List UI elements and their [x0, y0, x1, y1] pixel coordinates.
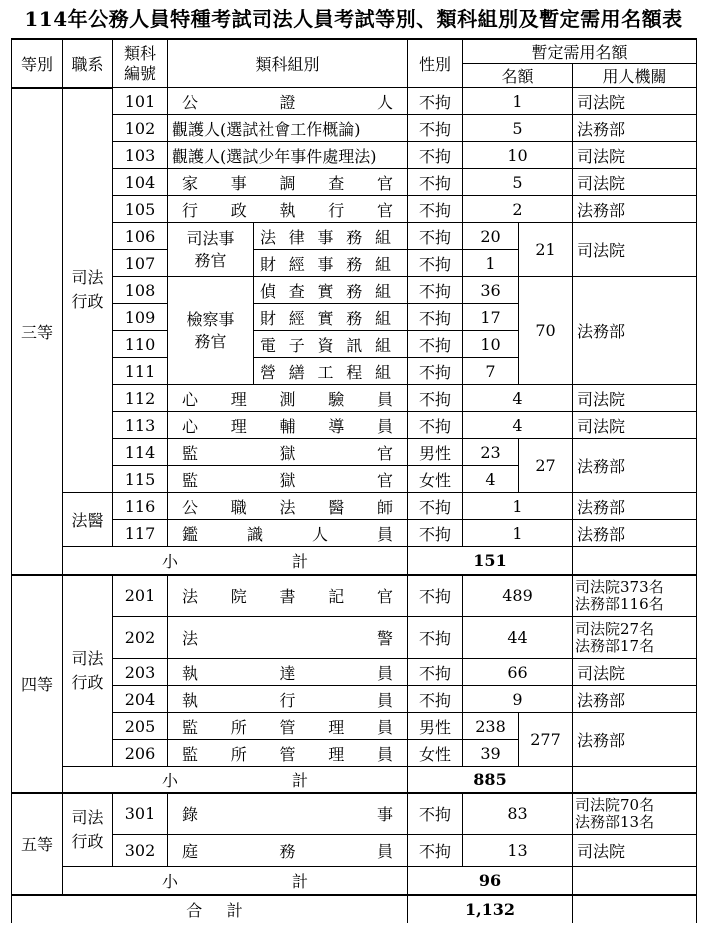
header-category: 類科組別: [168, 39, 408, 88]
quota-total: 70: [519, 277, 573, 385]
agency: 司法院: [573, 169, 697, 196]
gender: 不拘: [408, 331, 463, 358]
quota: 20: [463, 223, 519, 250]
code: 117: [113, 520, 168, 547]
grand-total-agency-empty: [573, 895, 697, 923]
subgroup: 法律事務組: [254, 223, 408, 250]
quota: 4: [463, 385, 573, 412]
agency: 司法院: [573, 88, 697, 115]
category: 執行員: [168, 686, 408, 713]
code: 106: [113, 223, 168, 250]
code: 113: [113, 412, 168, 439]
subtotal-label: 小 計: [63, 867, 408, 895]
gender: 不拘: [408, 88, 463, 115]
gender: 不拘: [408, 142, 463, 169]
code: 111: [113, 358, 168, 385]
category: 監獄官: [168, 439, 408, 466]
gender: 不拘: [408, 659, 463, 686]
agency: 法務部: [573, 713, 697, 767]
code: 102: [113, 115, 168, 142]
gender: 不拘: [408, 304, 463, 331]
agency: 法務部: [573, 686, 697, 713]
agency: 司法院70名 法務部13名: [573, 793, 697, 835]
quota-table: [11, 38, 697, 923]
category: 觀護人(選試少年事件處理法): [168, 142, 408, 169]
subtotal-agency-empty: [573, 767, 697, 793]
series-forensic: 法醫: [63, 493, 113, 547]
agency: 司法院: [573, 835, 697, 867]
subgroup: 財經實務組: [254, 304, 408, 331]
quota: 1: [463, 88, 573, 115]
subtotal-grade-5: 96: [408, 867, 573, 895]
quota: 2: [463, 196, 573, 223]
quota: 36: [463, 277, 519, 304]
grade-3: 三等: [12, 88, 63, 575]
quota: 5: [463, 115, 573, 142]
group-judicial-clerk: 司法事務官: [168, 223, 254, 277]
group-prosecutor-clerk: 檢察事務官: [168, 277, 254, 385]
agency: 法務部: [573, 520, 697, 547]
header-quota: 名額: [463, 64, 573, 88]
gender: 不拘: [408, 385, 463, 412]
subgroup: 電子資訊組: [254, 331, 408, 358]
category: 公證人: [168, 88, 408, 115]
code: 110: [113, 331, 168, 358]
quota: 1: [463, 493, 573, 520]
code: 115: [113, 466, 168, 493]
code: 112: [113, 385, 168, 412]
agency: 法務部: [573, 115, 697, 142]
agency: 法務部: [573, 439, 697, 493]
quota: 238: [463, 713, 519, 740]
gender: 男性: [408, 439, 463, 466]
code: 108: [113, 277, 168, 304]
code: 301: [113, 793, 168, 835]
quota: 66: [463, 659, 573, 686]
quota-total: 277: [519, 713, 573, 767]
quota: 4: [463, 466, 519, 493]
quota: 10: [463, 142, 573, 169]
code: 201: [113, 575, 168, 617]
gender: 不拘: [408, 250, 463, 277]
category: 執達員: [168, 659, 408, 686]
quota-total: 21: [519, 223, 573, 277]
quota: 10: [463, 331, 519, 358]
quota: 9: [463, 686, 573, 713]
subtotal-label: 小 計: [63, 767, 408, 793]
agency: 司法院: [573, 223, 697, 277]
gender: 女性: [408, 740, 463, 767]
agency: 法務部: [573, 196, 697, 223]
header-series: 職系: [63, 39, 113, 88]
code: 114: [113, 439, 168, 466]
category: 庭務員: [168, 835, 408, 867]
gender: 不拘: [408, 617, 463, 659]
gender: 不拘: [408, 223, 463, 250]
header-gender: 性別: [408, 39, 463, 88]
grand-total-label: 合 計: [12, 895, 408, 923]
quota: 1: [463, 520, 573, 547]
gender: 不拘: [408, 115, 463, 142]
code: 205: [113, 713, 168, 740]
category: 監所管理員: [168, 740, 408, 767]
code: 103: [113, 142, 168, 169]
code: 104: [113, 169, 168, 196]
agency: 司法院: [573, 385, 697, 412]
code: 202: [113, 617, 168, 659]
category: 觀護人(選試社會工作概論): [168, 115, 408, 142]
gender: 不拘: [408, 793, 463, 835]
subtotal-label: 小 計: [63, 547, 408, 575]
code: 116: [113, 493, 168, 520]
subtotal-grade-4: 885: [408, 767, 573, 793]
code: 206: [113, 740, 168, 767]
subgroup: 營繕工程組: [254, 358, 408, 385]
agency: 司法院: [573, 142, 697, 169]
category: 鑑識人員: [168, 520, 408, 547]
code: 101: [113, 88, 168, 115]
category: 監所管理員: [168, 713, 408, 740]
agency: 司法院27名 法務部17名: [573, 617, 697, 659]
series-judicial-admin: 司法行政: [63, 793, 113, 867]
quota: 39: [463, 740, 519, 767]
gender: 不拘: [408, 575, 463, 617]
quota: 17: [463, 304, 519, 331]
grade-5: 五等: [12, 793, 63, 895]
subgroup: 財經事務組: [254, 250, 408, 277]
grand-total: 1,132: [408, 895, 573, 923]
gender: 不拘: [408, 686, 463, 713]
header-grade: 等別: [12, 39, 63, 88]
subtotal-agency-empty: [573, 547, 697, 575]
quota: 489: [463, 575, 573, 617]
code: 105: [113, 196, 168, 223]
gender: 不拘: [408, 277, 463, 304]
category: 家事調查官: [168, 169, 408, 196]
category: 監獄官: [168, 466, 408, 493]
agency: 法務部: [573, 277, 697, 385]
gender: 不拘: [408, 520, 463, 547]
gender: 不拘: [408, 169, 463, 196]
category: 法院書記官: [168, 575, 408, 617]
category: 錄事: [168, 793, 408, 835]
subtotal-grade-3: 151: [408, 547, 573, 575]
code: 107: [113, 250, 168, 277]
agency: 法務部: [573, 493, 697, 520]
quota: 13: [463, 835, 573, 867]
gender: 男性: [408, 713, 463, 740]
code: 204: [113, 686, 168, 713]
category: 法警: [168, 617, 408, 659]
gender: 女性: [408, 466, 463, 493]
header-code: 類科編號: [113, 39, 168, 88]
category: 行政執行官: [168, 196, 408, 223]
code: 203: [113, 659, 168, 686]
header-quota-group: 暫定需用名額: [463, 39, 697, 64]
header-agency: 用人機關: [573, 64, 697, 88]
category: 公職法醫師: [168, 493, 408, 520]
quota: 5: [463, 169, 573, 196]
code: 302: [113, 835, 168, 867]
quota: 83: [463, 793, 573, 835]
grade-4: 四等: [12, 575, 63, 793]
gender: 不拘: [408, 412, 463, 439]
agency: 司法院: [573, 412, 697, 439]
gender: 不拘: [408, 835, 463, 867]
gender: 不拘: [408, 196, 463, 223]
code: 109: [113, 304, 168, 331]
subgroup: 偵查實務組: [254, 277, 408, 304]
series-judicial-admin: 司法行政: [63, 575, 113, 767]
subtotal-agency-empty: [573, 867, 697, 895]
gender: 不拘: [408, 358, 463, 385]
quota: 44: [463, 617, 573, 659]
category: 心理測驗員: [168, 385, 408, 412]
category: 心理輔導員: [168, 412, 408, 439]
series-judicial-admin: 司法行政: [63, 88, 113, 493]
page-title: 114年公務人員特種考試司法人員考試等別、類科組別及暫定需用名額表: [24, 7, 683, 31]
gender: 不拘: [408, 493, 463, 520]
quota: 23: [463, 439, 519, 466]
quota: 7: [463, 358, 519, 385]
quota: 4: [463, 412, 573, 439]
agency: 司法院: [573, 659, 697, 686]
quota: 1: [463, 250, 519, 277]
agency: 司法院373名 法務部116名: [573, 575, 697, 617]
quota-total: 27: [519, 439, 573, 493]
